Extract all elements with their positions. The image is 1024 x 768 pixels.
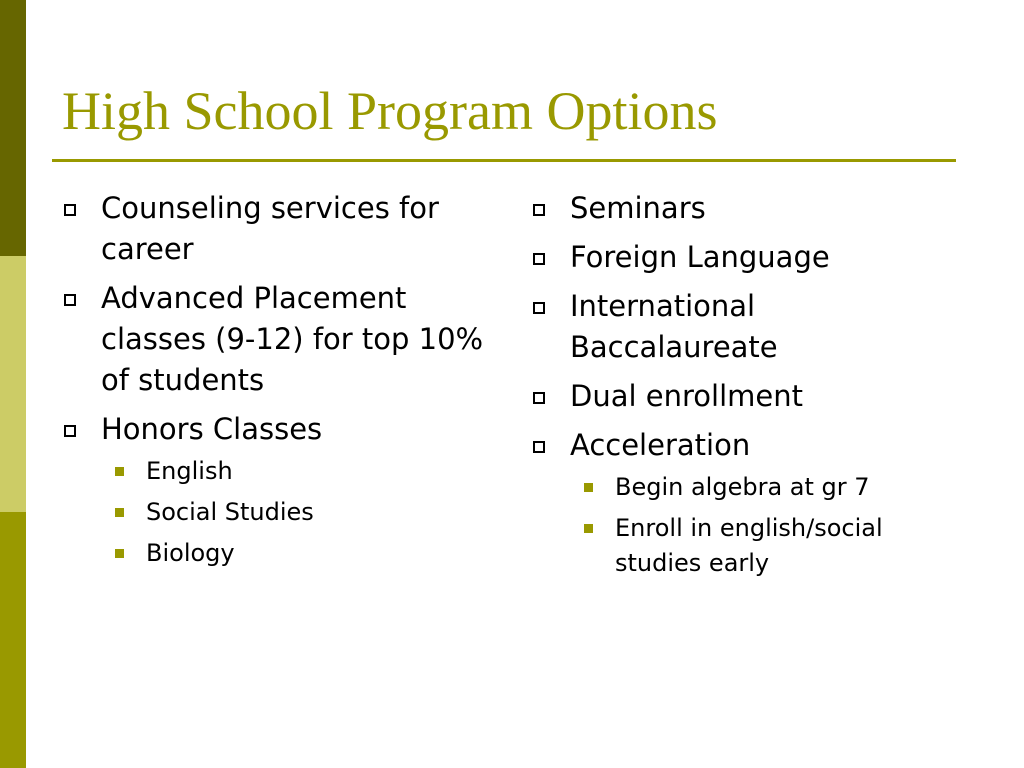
slide-title: High School Program Options bbox=[62, 81, 718, 141]
filled-square-icon bbox=[115, 549, 124, 558]
hollow-square-icon bbox=[533, 253, 545, 265]
sub-bullet-item bbox=[101, 536, 487, 571]
sub-bullet-list bbox=[101, 454, 487, 571]
bullet-text: Advanced Placement classes (9-12) for top 10% of students bbox=[101, 281, 484, 397]
bullet-item bbox=[531, 425, 971, 581]
sub-bullet-list bbox=[570, 470, 971, 581]
filled-square-icon bbox=[584, 524, 593, 533]
hollow-square-icon bbox=[64, 425, 76, 437]
bullet-item bbox=[531, 188, 971, 229]
bullet-text: Seminars bbox=[570, 191, 706, 225]
sub-bullet-item bbox=[101, 454, 487, 489]
side-stripe-bottom bbox=[0, 512, 26, 768]
side-stripe-middle bbox=[0, 256, 26, 512]
bullet-text: Dual enrollment bbox=[570, 379, 803, 413]
left-column-list bbox=[62, 188, 487, 579]
bullet-item bbox=[62, 278, 487, 401]
filled-square-icon bbox=[584, 483, 593, 492]
sub-bullet-item bbox=[570, 470, 971, 505]
hollow-square-icon bbox=[533, 204, 545, 216]
hollow-square-icon bbox=[533, 441, 545, 453]
side-stripe-top bbox=[0, 0, 26, 256]
filled-square-icon bbox=[115, 467, 124, 476]
bullet-text: Acceleration bbox=[570, 428, 751, 462]
title-underline bbox=[52, 159, 956, 162]
bullet-item bbox=[531, 376, 971, 417]
bullet-item bbox=[531, 237, 971, 278]
bullet-item bbox=[531, 286, 971, 368]
right-column-list bbox=[531, 188, 971, 589]
bullet-item bbox=[62, 188, 487, 270]
sub-bullet-text: Social Studies bbox=[146, 498, 314, 526]
sub-bullet-text: English bbox=[146, 457, 233, 485]
sub-bullet-item bbox=[570, 511, 971, 581]
bullet-text: Honors Classes bbox=[101, 412, 323, 446]
filled-square-icon bbox=[115, 508, 124, 517]
hollow-square-icon bbox=[533, 302, 545, 314]
bullet-item bbox=[62, 409, 487, 571]
bullet-text: International Baccalaureate bbox=[570, 289, 778, 364]
sub-bullet-text: Enroll in english/social studies early bbox=[615, 514, 883, 577]
bullet-text: Counseling services for career bbox=[101, 191, 439, 266]
hollow-square-icon bbox=[64, 294, 76, 306]
sub-bullet-text: Biology bbox=[146, 539, 235, 567]
hollow-square-icon bbox=[64, 204, 76, 216]
bullet-text: Foreign Language bbox=[570, 240, 830, 274]
sub-bullet-item bbox=[101, 495, 487, 530]
hollow-square-icon bbox=[533, 392, 545, 404]
sub-bullet-text: Begin algebra at gr 7 bbox=[615, 473, 870, 501]
